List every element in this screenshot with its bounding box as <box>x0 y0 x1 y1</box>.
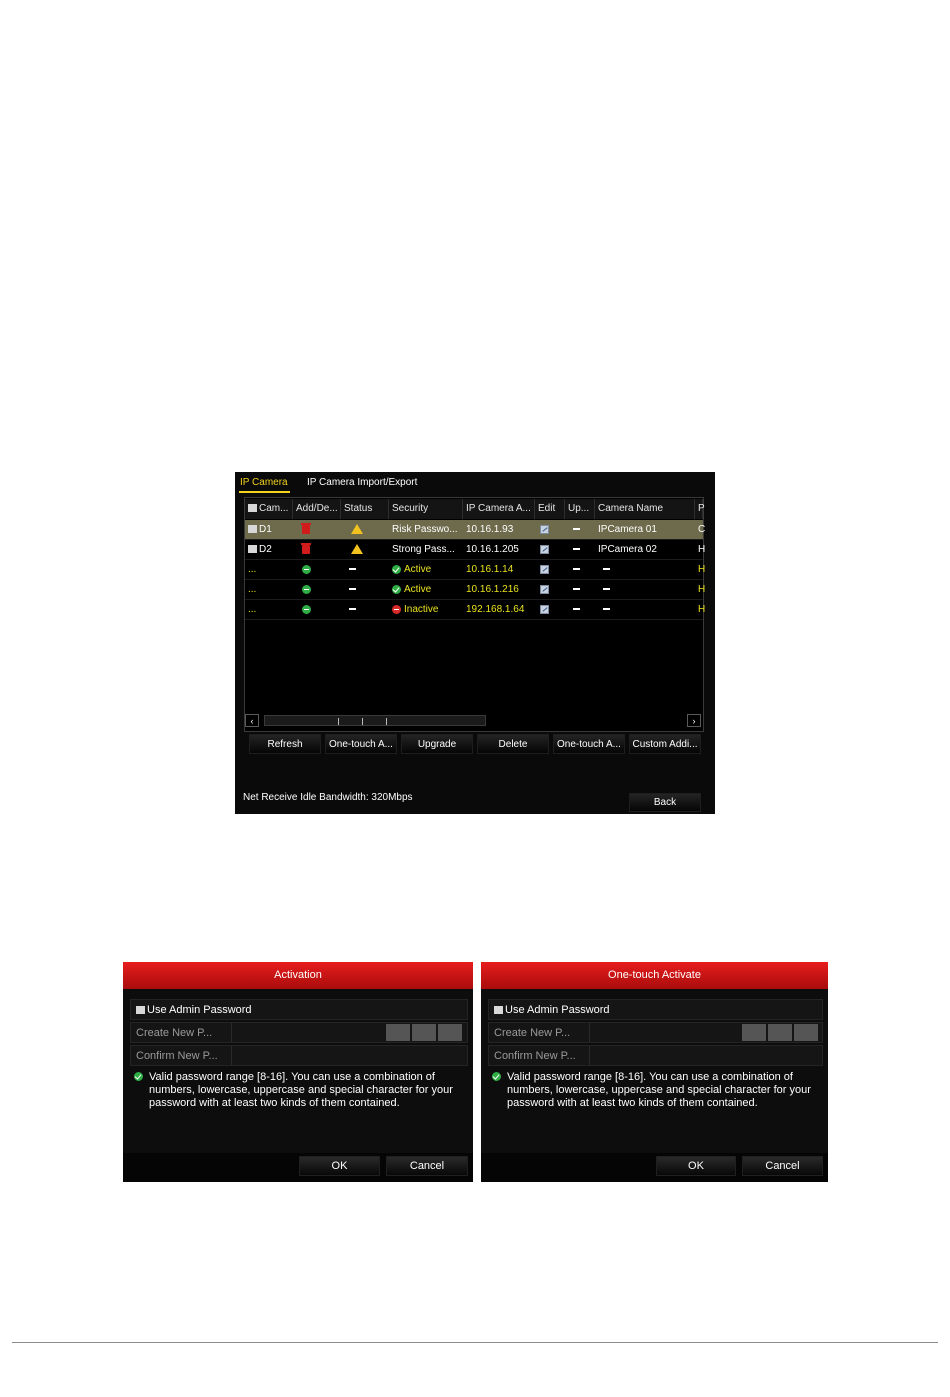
use-admin-password-row[interactable]: Use Admin Password <box>130 999 468 1020</box>
upgrade-button[interactable]: Upgrade <box>401 734 473 754</box>
custom-adding-button[interactable]: Custom Addi... <box>629 734 701 754</box>
protocol: C <box>698 524 706 535</box>
create-password-field[interactable] <box>488 1022 823 1043</box>
grip-line <box>338 718 339 725</box>
field-divider <box>231 1023 232 1042</box>
table-header <box>245 499 703 519</box>
add-icon[interactable] <box>302 605 311 614</box>
strength-bar-medium <box>768 1024 792 1041</box>
dialog-title: Activation <box>123 962 473 989</box>
camera-id: D2 <box>259 544 272 555</box>
protocol: H <box>698 604 706 615</box>
status-dash-icon <box>349 588 356 590</box>
upgrade-dash-icon <box>573 528 580 530</box>
one-touch-activate-dialog <box>481 962 828 1182</box>
refresh-button[interactable]: Refresh <box>249 734 321 754</box>
one-touch-activate-button[interactable]: One-touch A... <box>553 734 625 754</box>
edit-icon[interactable] <box>540 545 549 554</box>
strength-bar-strong <box>438 1024 462 1041</box>
column-header-camera-name[interactable]: Camera Name <box>595 499 695 519</box>
delete-icon[interactable] <box>302 525 310 534</box>
camera-name-dash-icon <box>603 608 610 610</box>
camera-name-dash-icon <box>603 588 610 590</box>
ip-camera-panel <box>235 472 715 814</box>
dialog-title: One-touch Activate <box>481 962 828 989</box>
protocol: H <box>698 584 706 595</box>
field-divider <box>589 1023 590 1042</box>
inactive-icon <box>392 605 401 614</box>
column-header-status[interactable]: Status <box>341 499 389 519</box>
security-status: Active <box>404 564 432 575</box>
delete-icon[interactable] <box>302 545 310 554</box>
strength-bar-strong <box>794 1024 818 1041</box>
use-admin-password-row[interactable]: Use Admin Password <box>488 999 823 1020</box>
confirm-password-label: Confirm New P... <box>136 1050 218 1062</box>
upgrade-dash-icon <box>573 568 580 570</box>
camera-name: IPCamera 01 <box>598 524 657 535</box>
warning-icon <box>351 524 363 534</box>
column-header-ip-address[interactable]: IP Camera A... <box>463 499 535 519</box>
status-dash-icon <box>349 608 356 610</box>
grip-line <box>386 718 387 725</box>
confirm-password-label: Confirm New P... <box>494 1050 576 1062</box>
protocol: H <box>698 564 706 575</box>
camera-id: ... <box>248 564 257 575</box>
column-header-add-delete[interactable]: Add/De... <box>293 499 341 519</box>
upgrade-dash-icon <box>573 608 580 610</box>
add-icon[interactable] <box>302 565 311 574</box>
edit-icon[interactable] <box>540 565 549 574</box>
status-dash-icon <box>349 568 356 570</box>
camera-name-dash-icon <box>603 568 610 570</box>
bandwidth-label: Net Receive Idle Bandwidth: 320Mbps <box>243 792 413 803</box>
grip-line <box>362 718 363 725</box>
tab-bar <box>235 472 715 492</box>
back-button[interactable]: Back <box>629 793 701 812</box>
security-status: Inactive <box>404 604 439 615</box>
password-hint: Valid password range [8-16]. You can use a combination of numbers, lowercase, uppercase and special character for your password with at least two kinds of them contained. <box>149 1071 453 1109</box>
strength-bar-weak <box>386 1024 410 1041</box>
security-status: Strong Pass... <box>392 544 455 555</box>
active-check-icon <box>392 585 401 594</box>
camera-id: ... <box>248 584 257 595</box>
use-admin-password-checkbox[interactable] <box>136 1006 145 1014</box>
security-status: Active <box>404 584 432 595</box>
strength-bar-weak <box>742 1024 766 1041</box>
edit-icon[interactable] <box>540 605 549 614</box>
edit-icon[interactable] <box>540 525 549 534</box>
password-hint: Valid password range [8-16]. You can use a combination of numbers, lowercase, uppercase and special character for your password with at least two kinds of them contained. <box>507 1071 811 1109</box>
scroll-thumb[interactable] <box>264 715 486 726</box>
column-header-protocol[interactable]: P <box>695 499 703 519</box>
upgrade-dash-icon <box>573 548 580 550</box>
tab-ip-camera[interactable]: IP Camera <box>240 477 288 488</box>
protocol: H <box>698 544 706 555</box>
info-check-icon <box>134 1072 143 1081</box>
select-all-checkbox[interactable] <box>248 504 257 512</box>
ip-address: 10.16.1.205 <box>466 544 519 555</box>
add-icon[interactable] <box>302 585 311 594</box>
warning-icon <box>351 544 363 554</box>
create-password-label: Create New P... <box>136 1027 213 1039</box>
confirm-password-field[interactable] <box>488 1045 823 1066</box>
table-row[interactable] <box>245 600 706 620</box>
ip-address: 192.168.1.64 <box>466 604 525 615</box>
cancel-button[interactable]: Cancel <box>742 1156 823 1176</box>
table-row[interactable] <box>245 560 706 580</box>
scroll-left-icon[interactable]: ‹ <box>245 714 259 727</box>
activation-dialog <box>123 962 473 1182</box>
one-touch-adding-button[interactable]: One-touch A... <box>325 734 397 754</box>
upgrade-dash-icon <box>573 588 580 590</box>
confirm-password-field[interactable] <box>130 1045 468 1066</box>
column-header-edit[interactable]: Edit <box>535 499 565 519</box>
security-status: Risk Passwo... <box>392 524 458 535</box>
row-checkbox[interactable] <box>248 545 257 553</box>
table-row[interactable] <box>245 580 706 600</box>
create-password-field[interactable] <box>130 1022 468 1043</box>
table-row[interactable] <box>245 520 706 540</box>
field-divider <box>231 1046 232 1065</box>
column-header-upgrade[interactable]: Up... <box>565 499 595 519</box>
create-password-label: Create New P... <box>494 1027 571 1039</box>
field-divider <box>589 1046 590 1065</box>
tab-ip-camera-import-export[interactable]: IP Camera Import/Export <box>307 477 418 488</box>
use-admin-password-checkbox[interactable] <box>494 1006 503 1014</box>
strength-bar-medium <box>412 1024 436 1041</box>
camera-table <box>244 497 704 732</box>
ip-address: 10.16.1.14 <box>466 564 514 575</box>
info-check-icon <box>492 1072 501 1081</box>
cancel-button[interactable]: Cancel <box>386 1156 468 1176</box>
camera-id: D1 <box>259 524 272 535</box>
column-header-camera[interactable]: Cam... <box>245 499 293 519</box>
table-row[interactable] <box>245 540 706 560</box>
camera-name: IPCamera 02 <box>598 544 657 555</box>
camera-id: ... <box>248 604 257 615</box>
scroll-right-icon[interactable]: › <box>687 714 701 727</box>
horizontal-scrollbar[interactable] <box>244 714 702 728</box>
active-check-icon <box>392 565 401 574</box>
ip-address: 10.16.1.216 <box>466 584 519 595</box>
delete-button[interactable]: Delete <box>477 734 549 754</box>
ok-button[interactable]: OK <box>299 1156 380 1176</box>
row-checkbox[interactable] <box>248 525 257 533</box>
page-footer-rule <box>12 1342 938 1343</box>
edit-icon[interactable] <box>540 585 549 594</box>
column-header-security[interactable]: Security <box>389 499 463 519</box>
ok-button[interactable]: OK <box>656 1156 736 1176</box>
ip-address: 10.16.1.93 <box>466 524 514 535</box>
